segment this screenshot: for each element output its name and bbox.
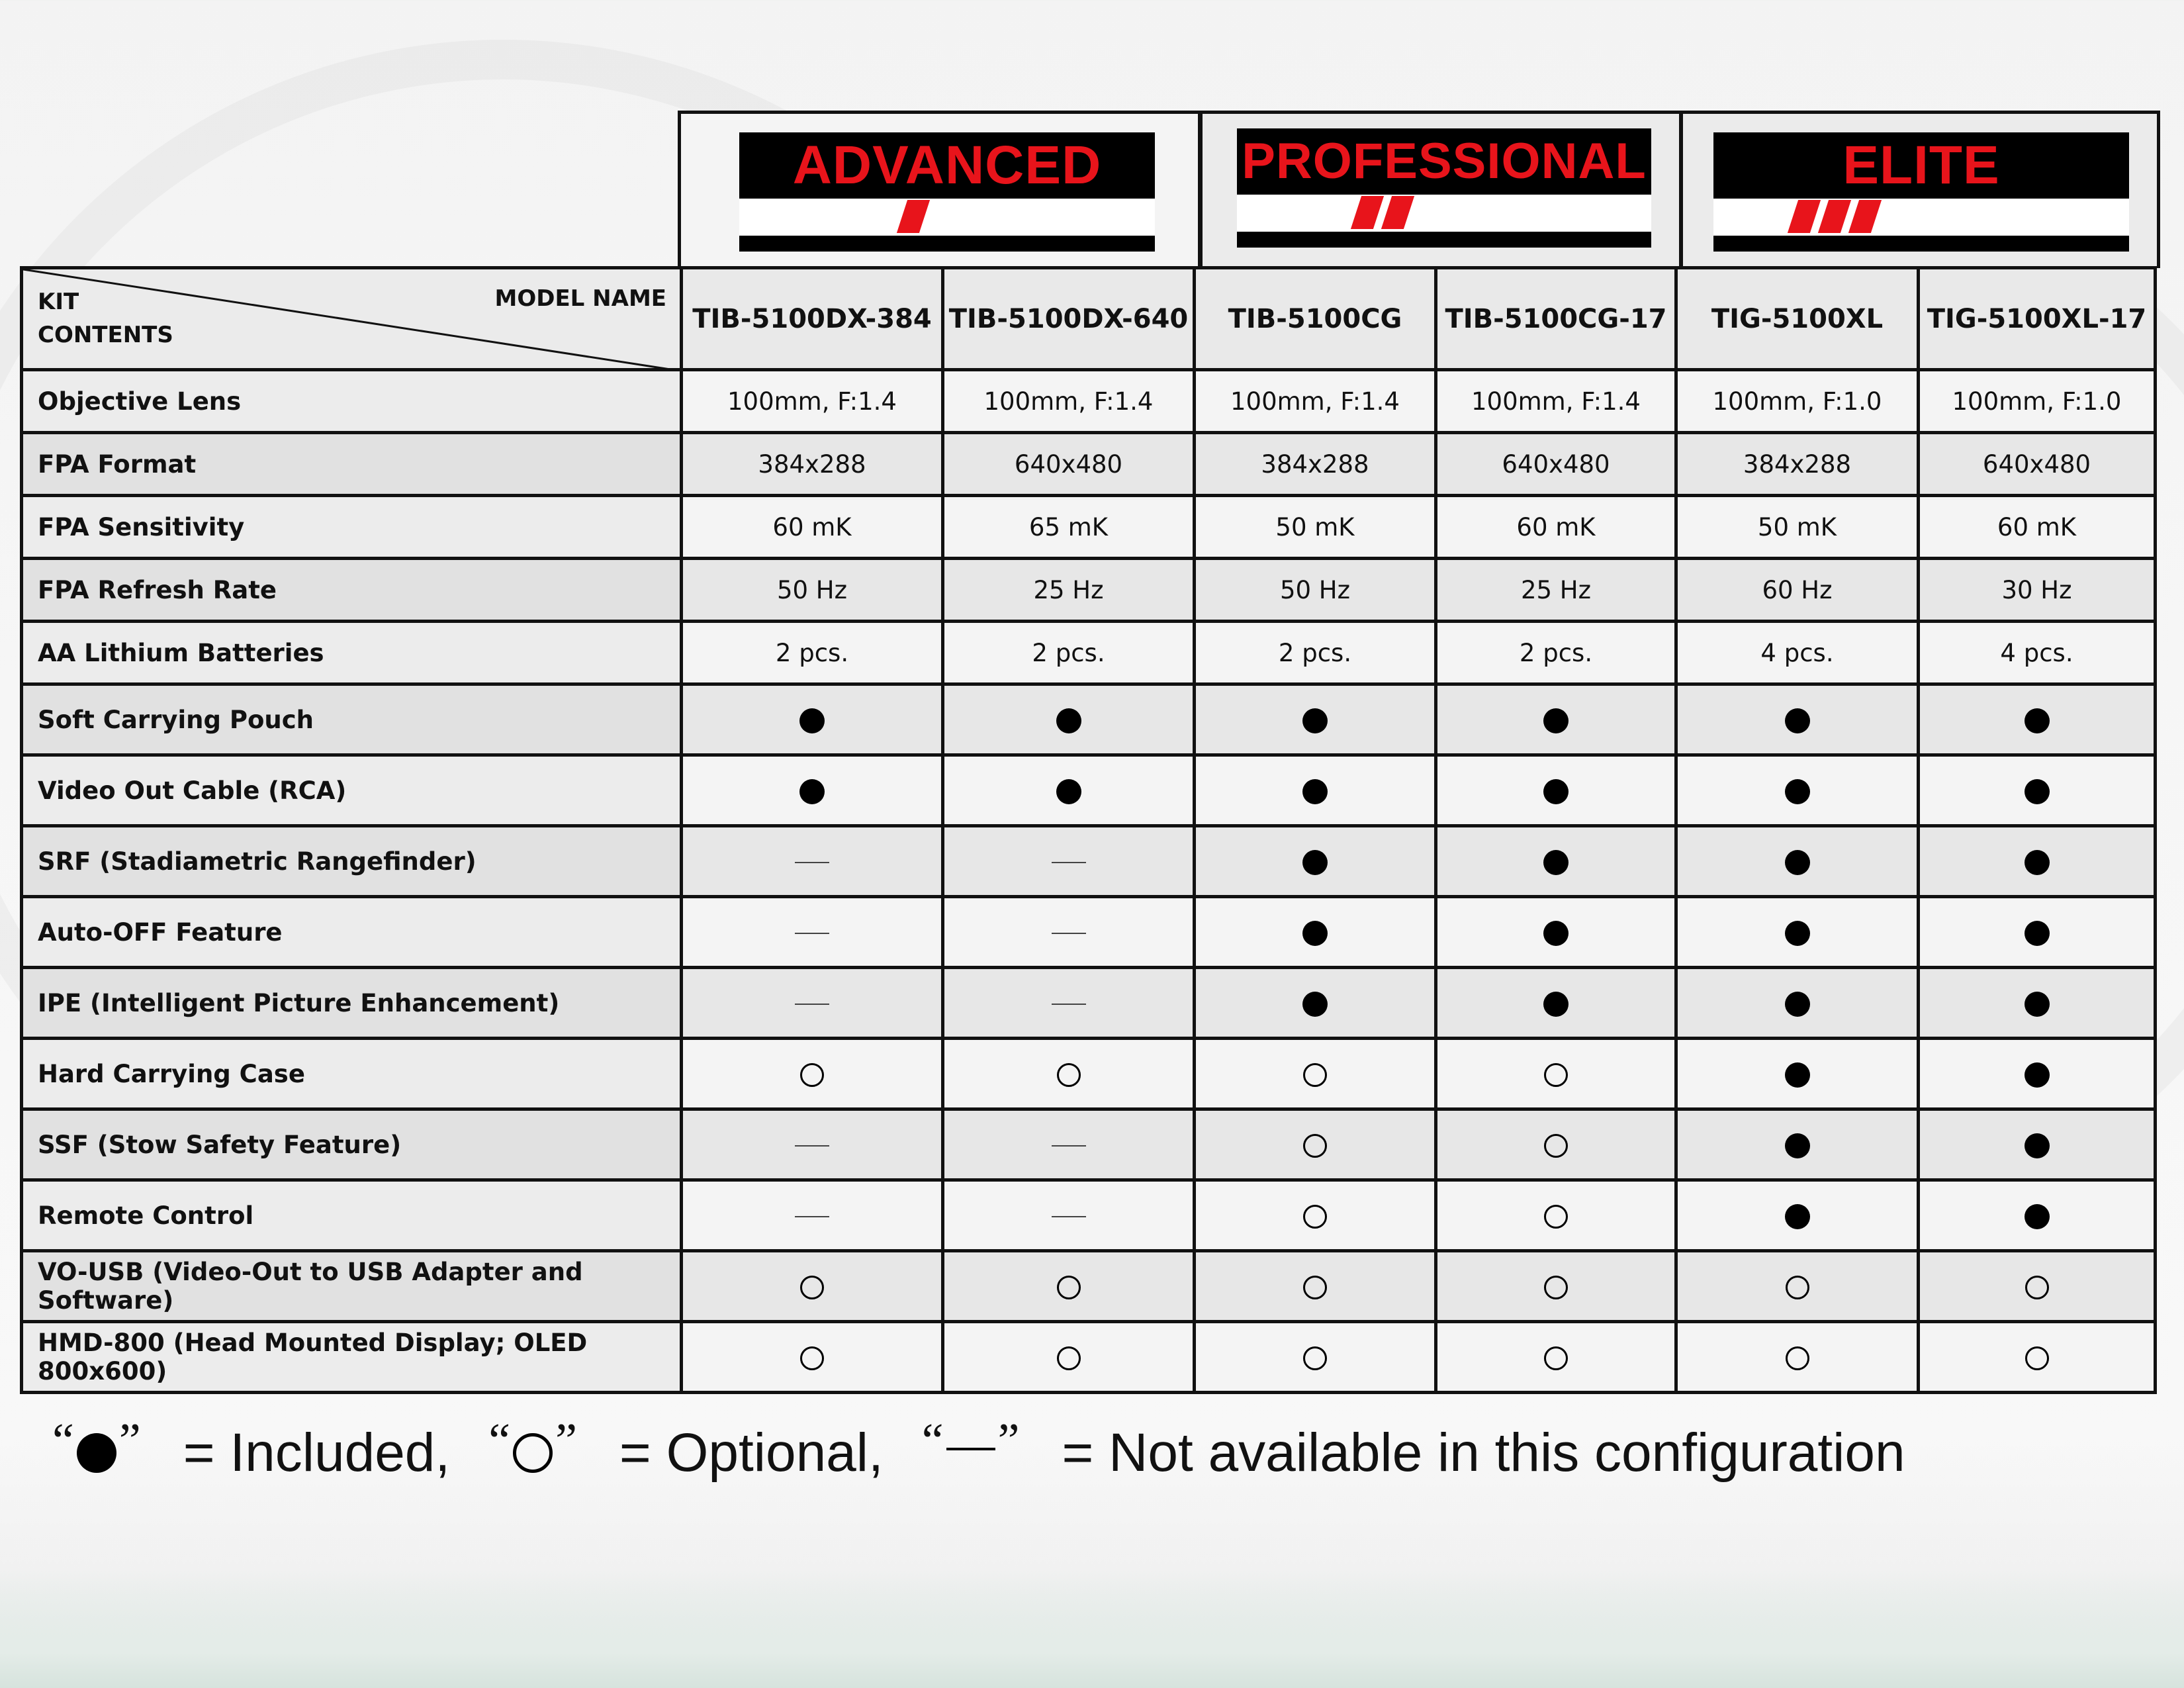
- availability-cell: [682, 1039, 943, 1109]
- availability-cell: [1436, 1251, 1676, 1322]
- spec-value: 65 mK: [943, 496, 1195, 559]
- included-dot-icon: [1302, 779, 1328, 804]
- table-row: [22, 370, 2156, 433]
- included-dot-icon: [1543, 708, 1569, 733]
- included-dot-icon: [1785, 1062, 1810, 1088]
- included-dot-icon: [1543, 850, 1569, 875]
- availability-cell: [1919, 968, 2156, 1039]
- optional-circle-icon: [1057, 1346, 1081, 1370]
- included-dot-icon: [2025, 1204, 2050, 1229]
- feature-label: Remote Control: [22, 1180, 682, 1251]
- availability-cell: [1919, 897, 2156, 968]
- availability-cell: [1436, 1180, 1676, 1251]
- feature-label: FPA Refresh Rate: [22, 559, 682, 622]
- legend-not-available: = Not available in this configuration: [1062, 1423, 1905, 1483]
- availability-cell: [1436, 1109, 1676, 1180]
- not-available-dash-icon: [1052, 933, 1086, 934]
- availability-cell: [943, 1180, 1195, 1251]
- availability-cell: [943, 755, 1195, 826]
- optional-circle-icon: [800, 1276, 824, 1299]
- table-row: [22, 1251, 2156, 1322]
- availability-cell: [1195, 1109, 1436, 1180]
- feature-label: SRF (Stadiametric Rangefinder): [22, 826, 682, 897]
- optional-circle-icon: [1303, 1276, 1327, 1299]
- elite-line-header: [1680, 111, 2160, 268]
- availability-cell: [1436, 755, 1676, 826]
- logo-title: PROFESSIONAL: [1242, 133, 1647, 189]
- not-available-dash-icon: [1052, 862, 1086, 863]
- spec-value: 384x288: [682, 433, 943, 496]
- table-row: [22, 496, 2156, 559]
- availability-cell: [682, 684, 943, 755]
- corner-header: [22, 268, 682, 370]
- logo-title: ADVANCED: [792, 135, 1102, 195]
- included-dot-icon: [1302, 921, 1328, 946]
- availability-cell: [1195, 826, 1436, 897]
- availability-cell: [1195, 755, 1436, 826]
- included-dot-icon: [1785, 921, 1810, 946]
- feature-label: VO-USB (Video-Out to USB Adapter and Software): [22, 1251, 682, 1322]
- spec-value: 25 Hz: [943, 559, 1195, 622]
- availability-cell: [1436, 1322, 1676, 1393]
- model-name: TIB-5100CG-17: [1436, 268, 1676, 370]
- spec-value: 60 mK: [1919, 496, 2156, 559]
- table-row: [22, 1109, 2156, 1180]
- legend-optional: = Optional,: [619, 1423, 884, 1483]
- optional-circle-icon: [1544, 1205, 1568, 1229]
- table-row: [22, 559, 2156, 622]
- spec-value: 30 Hz: [1919, 559, 2156, 622]
- availability-cell: [1676, 1180, 1919, 1251]
- spec-value: 100mm, F:1.4: [943, 370, 1195, 433]
- not-available-dash-icon: [795, 1216, 829, 1217]
- model-header-row: [22, 268, 2156, 370]
- table-row: [22, 826, 2156, 897]
- spec-value: 384x288: [1676, 433, 1919, 496]
- included-symbol: [77, 1433, 116, 1473]
- background-band: [0, 1569, 2184, 1688]
- availability-cell: [1195, 1180, 1436, 1251]
- table-row: [22, 755, 2156, 826]
- table-row: [22, 433, 2156, 496]
- availability-cell: [1195, 968, 1436, 1039]
- included-dot-icon: [2025, 992, 2050, 1017]
- optional-circle-icon: [1303, 1063, 1327, 1087]
- table-row: [22, 1180, 2156, 1251]
- table-row: [22, 897, 2156, 968]
- optional-circle-icon: [2025, 1346, 2049, 1370]
- spec-value: 100mm, F:1.4: [682, 370, 943, 433]
- feature-label: SSF (Stow Safety Feature): [22, 1109, 682, 1180]
- feature-label: Hard Carrying Case: [22, 1039, 682, 1109]
- optional-circle-icon: [1786, 1276, 1809, 1299]
- included-dot-icon: [1785, 1204, 1810, 1229]
- optional-circle-icon: [1303, 1346, 1327, 1370]
- optional-circle-icon: [1057, 1063, 1081, 1087]
- spec-value: 100mm, F:1.0: [1919, 370, 2156, 433]
- availability-cell: [682, 968, 943, 1039]
- not-available-dash-icon: [795, 862, 829, 863]
- not-available-dash-icon: [795, 1004, 829, 1005]
- legend: “ ” = Included, “ ” = Optional, “ ” = Not available in this configuration: [52, 1413, 1905, 1483]
- availability-cell: [1919, 1039, 2156, 1109]
- advanced-line-header: [678, 111, 1201, 268]
- availability-cell: [1195, 684, 1436, 755]
- availability-cell: [943, 1109, 1195, 1180]
- table-row: [22, 1322, 2156, 1393]
- not-available-dash-icon: [1052, 1216, 1086, 1217]
- included-dot-icon: [1785, 850, 1810, 875]
- kit-contents-table: [20, 266, 2157, 1394]
- spec-value: 25 Hz: [1436, 559, 1676, 622]
- included-dot-icon: [799, 708, 825, 733]
- availability-cell: [682, 1180, 943, 1251]
- availability-cell: [1436, 1039, 1676, 1109]
- availability-cell: [1195, 897, 1436, 968]
- table-row: [22, 684, 2156, 755]
- elite-line-logo: [1713, 132, 2129, 252]
- model-name: TIB-5100CG: [1195, 268, 1436, 370]
- included-dot-icon: [1543, 779, 1569, 804]
- included-dot-icon: [1543, 921, 1569, 946]
- logo-bars: [1793, 200, 1876, 237]
- included-dot-icon: [1785, 779, 1810, 804]
- optional-circle-icon: [2025, 1276, 2049, 1299]
- advanced-line-logo: [739, 132, 1155, 252]
- not-available-dash-icon: [1052, 1145, 1086, 1147]
- spec-value: 100mm, F:1.4: [1436, 370, 1676, 433]
- included-dot-icon: [2025, 708, 2050, 733]
- included-dot-icon: [2025, 1133, 2050, 1158]
- included-dot-icon: [1056, 779, 1081, 804]
- included-dot-icon: [1543, 992, 1569, 1017]
- optional-circle-icon: [800, 1346, 824, 1370]
- included-dot-icon: [1302, 708, 1328, 733]
- availability-cell: [1195, 1039, 1436, 1109]
- availability-cell: [1436, 684, 1676, 755]
- feature-label: HMD-800 (Head Mounted Display; OLED 800x600): [22, 1322, 682, 1393]
- availability-cell: [1919, 755, 2156, 826]
- availability-cell: [682, 1322, 943, 1393]
- included-dot-icon: [1785, 708, 1810, 733]
- optional-circle-icon: [1303, 1134, 1327, 1158]
- availability-cell: [943, 684, 1195, 755]
- optional-circle-icon: [800, 1063, 824, 1087]
- legend-included: = Included,: [183, 1423, 451, 1483]
- included-dot-icon: [2025, 921, 2050, 946]
- spec-value: 4 pcs.: [1676, 622, 1919, 684]
- feature-label: Auto-OFF Feature: [22, 897, 682, 968]
- availability-cell: [1676, 1039, 1919, 1109]
- availability-cell: [1919, 684, 2156, 755]
- optional-circle-icon: [1786, 1346, 1809, 1370]
- availability-cell: [943, 1039, 1195, 1109]
- availability-cell: [1676, 684, 1919, 755]
- spec-value: 2 pcs.: [1436, 622, 1676, 684]
- professional-line-header: [1199, 111, 1682, 268]
- availability-cell: [682, 826, 943, 897]
- optional-circle-icon: [1544, 1134, 1568, 1158]
- not-available-symbol: [946, 1448, 995, 1450]
- availability-cell: [1676, 755, 1919, 826]
- model-name-label: MODEL NAME: [494, 285, 666, 312]
- feature-label: Video Out Cable (RCA): [22, 755, 682, 826]
- professional-line-logo: [1237, 128, 1651, 248]
- included-dot-icon: [1302, 992, 1328, 1017]
- spec-value: 640x480: [1436, 433, 1676, 496]
- spec-value: 60 Hz: [1676, 559, 1919, 622]
- optional-circle-icon: [1544, 1276, 1568, 1299]
- logo-line-label: LINE: [931, 190, 1040, 243]
- logo-line-label: LINE: [1429, 186, 1538, 239]
- included-dot-icon: [1056, 708, 1081, 733]
- feature-label: AA Lithium Batteries: [22, 622, 682, 684]
- optional-circle-icon: [1057, 1276, 1081, 1299]
- spec-value: 4 pcs.: [1919, 622, 2156, 684]
- spec-value: 60 mK: [682, 496, 943, 559]
- not-available-dash-icon: [795, 1145, 829, 1147]
- availability-cell: [943, 968, 1195, 1039]
- optional-symbol: [513, 1433, 553, 1473]
- availability-cell: [1676, 1251, 1919, 1322]
- availability-cell: [682, 755, 943, 826]
- availability-cell: [1436, 968, 1676, 1039]
- table-row: [22, 622, 2156, 684]
- included-dot-icon: [2025, 850, 2050, 875]
- spec-value: 2 pcs.: [1195, 622, 1436, 684]
- model-name: TIG-5100XL-17: [1919, 268, 2156, 370]
- availability-cell: [1436, 826, 1676, 897]
- not-available-dash-icon: [1052, 1004, 1086, 1005]
- feature-label: FPA Format: [22, 433, 682, 496]
- spec-value: 2 pcs.: [682, 622, 943, 684]
- availability-cell: [1919, 826, 2156, 897]
- spec-value: 50 mK: [1676, 496, 1919, 559]
- spec-value: 50 mK: [1195, 496, 1436, 559]
- availability-cell: [1195, 1251, 1436, 1322]
- spec-value: 50 Hz: [682, 559, 943, 622]
- included-dot-icon: [1302, 850, 1328, 875]
- optional-circle-icon: [1544, 1346, 1568, 1370]
- logo-title: ELITE: [1843, 135, 2000, 195]
- spec-value: 640x480: [1919, 433, 2156, 496]
- spec-value: 60 mK: [1436, 496, 1676, 559]
- table-row: [22, 968, 2156, 1039]
- availability-cell: [1676, 968, 1919, 1039]
- included-dot-icon: [1785, 1133, 1810, 1158]
- availability-cell: [1676, 1109, 1919, 1180]
- kit-contents-label: KIT CONTENTS: [38, 289, 173, 348]
- optional-circle-icon: [1544, 1063, 1568, 1087]
- availability-cell: [1919, 1180, 2156, 1251]
- spec-value: 384x288: [1195, 433, 1436, 496]
- availability-cell: [943, 897, 1195, 968]
- availability-cell: [1919, 1251, 2156, 1322]
- optional-circle-icon: [1303, 1205, 1327, 1229]
- availability-cell: [1919, 1109, 2156, 1180]
- logo-bars: [1356, 196, 1409, 233]
- availability-cell: [1676, 826, 1919, 897]
- model-name: TIB-5100DX-384: [682, 268, 943, 370]
- feature-label: IPE (Intelligent Picture Enhancement): [22, 968, 682, 1039]
- feature-label: FPA Sensitivity: [22, 496, 682, 559]
- included-dot-icon: [2025, 779, 2050, 804]
- spec-value: 2 pcs.: [943, 622, 1195, 684]
- included-dot-icon: [1785, 992, 1810, 1017]
- feature-label: Soft Carrying Pouch: [22, 684, 682, 755]
- model-name: TIG-5100XL: [1676, 268, 1919, 370]
- model-name: TIB-5100DX-640: [943, 268, 1195, 370]
- spec-value: 640x480: [943, 433, 1195, 496]
- availability-cell: [943, 1322, 1195, 1393]
- availability-cell: [943, 1251, 1195, 1322]
- spec-value: 50 Hz: [1195, 559, 1436, 622]
- spec-value: 100mm, F:1.0: [1676, 370, 1919, 433]
- logo-bars: [902, 200, 925, 237]
- included-dot-icon: [2025, 1062, 2050, 1088]
- logo-line-label: LINE: [1905, 190, 2015, 243]
- spec-value: 100mm, F:1.4: [1195, 370, 1436, 433]
- availability-cell: [682, 897, 943, 968]
- availability-cell: [943, 826, 1195, 897]
- availability-cell: [682, 1251, 943, 1322]
- availability-cell: [682, 1109, 943, 1180]
- included-dot-icon: [799, 779, 825, 804]
- availability-cell: [1919, 1322, 2156, 1393]
- availability-cell: [1436, 897, 1676, 968]
- table-row: [22, 1039, 2156, 1109]
- availability-cell: [1195, 1322, 1436, 1393]
- availability-cell: [1676, 1322, 1919, 1393]
- availability-cell: [1676, 897, 1919, 968]
- not-available-dash-icon: [795, 933, 829, 934]
- feature-label: Objective Lens: [22, 370, 682, 433]
